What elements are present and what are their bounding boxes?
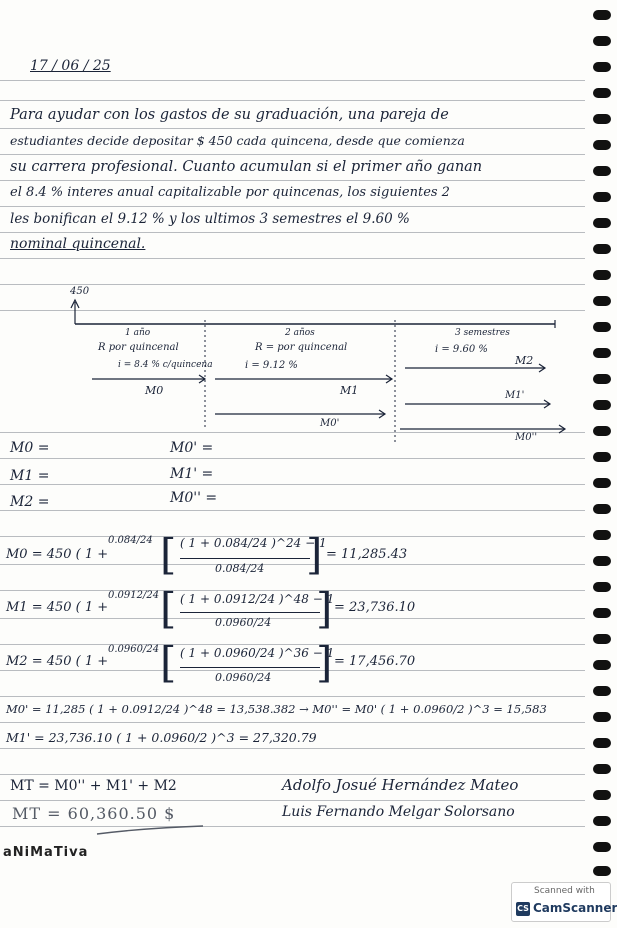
formula-m2-denominator: 0.0960/24: [215, 671, 272, 684]
problem-line: su carrera profesional. Cuanto acumulan si el primer año ganan: [10, 159, 483, 175]
spiral-binding: [589, 0, 615, 880]
camscanner-logo-icon: CS: [516, 902, 530, 916]
formula-m0-bracket-right: ]: [306, 530, 323, 579]
author-name-2: Luis Fernando Melgar Solorsano: [282, 804, 515, 820]
problem-line: nominal quincenal.: [10, 236, 146, 252]
formula-m2: [0, 640, 585, 700]
formula-m0-numerator: ( 1 + 0.084/24 )^24 − 1: [180, 536, 327, 550]
formula-m0-prime: M0' = 11,285 ( 1 + 0.0912/24 )^48 = 13,538.382 → M0'' = M0' ( 1 + 0.0960/2 )^3 = 15,583: [6, 702, 547, 716]
formula-m2-bracket-right: ]: [316, 638, 333, 687]
formula-m1-result: = 23,736.10: [334, 600, 416, 615]
scanner-badge: [511, 882, 617, 922]
formula-m1-denominator: 0.0960/24: [215, 616, 272, 629]
label-m0-double-prime: M0'': [515, 432, 538, 443]
segment2-interest: i = 9.12 %: [245, 360, 298, 371]
timeline-diagram: [0, 284, 585, 454]
def-m0-double-prime: M0'' =: [170, 490, 218, 506]
segment2-rate-label: R = por quincenal: [255, 342, 348, 353]
formula-m0-bracket-left: [: [160, 530, 177, 579]
fraction-bar: [180, 558, 310, 559]
formula-m0-result: = 11,285.43: [326, 547, 408, 562]
problem-line: el 8.4 % interes anual capitalizable por quincenas, los siguientes 2: [10, 185, 450, 200]
formula-m0-rate: 0.084/24: [108, 535, 153, 546]
formula-m1-bracket-left: [: [160, 584, 177, 633]
fraction-bar: [180, 612, 320, 613]
formula-m2-lhs: M2 = 450 ( 1 +: [6, 654, 109, 669]
label-m0: M0: [145, 384, 164, 397]
formula-m1-lhs: M1 = 450 ( 1 +: [6, 600, 109, 615]
scanner-name: CamScanner: [533, 901, 617, 915]
problem-line: les bonifican el 9.12 % y los ultimos 3 semestres el 9.60 %: [10, 211, 410, 227]
segment1-interest: i = 8.4 % c/quincena: [118, 360, 213, 370]
formula-m1-rate: 0.0912/24: [108, 590, 160, 601]
formula-m2-bracket-left: [: [160, 638, 177, 687]
problem-line: estudiantes decide depositar $ 450 cada quincena, desde que comienza: [10, 133, 465, 148]
formula-m1: [0, 586, 585, 646]
def-m2: M2 =: [10, 494, 50, 510]
fraction-bar: [180, 667, 320, 668]
label-m1-prime: M1': [505, 390, 525, 401]
formula-m1-numerator: ( 1 + 0.0912/24 )^48 − 1: [180, 592, 335, 606]
def-m0: M0 =: [10, 440, 50, 456]
formula-m2-numerator: ( 1 + 0.0960/24 )^36 − 1: [180, 646, 335, 660]
def-m1-prime: M1' =: [170, 466, 214, 482]
segment3-title: 3 semestres: [455, 328, 510, 338]
formula-m1-bracket-right: ]: [316, 584, 333, 633]
total-value: MT = 60,360.50 $: [12, 804, 176, 823]
formula-m0: [0, 530, 585, 590]
date: 17 / 06 / 25: [30, 58, 111, 74]
scanner-caption: Scanned with: [534, 886, 595, 896]
notebook-brand-logo: aNiMaTiva: [3, 845, 89, 860]
def-m0-prime: M0' =: [170, 440, 214, 456]
label-m1: M1: [340, 384, 359, 397]
label-m0-prime: M0': [320, 418, 340, 429]
total-underline: [95, 824, 205, 838]
formula-m1-prime: M1' = 23,736.10 ( 1 + 0.0960/2 )^3 = 27,320.79: [6, 730, 317, 745]
author-name-1: Adolfo Josué Hernández Mateo: [282, 776, 519, 794]
total-formula: MT = M0'' + M1' + M2: [10, 778, 177, 794]
formula-m2-result: = 17,456.70: [334, 654, 416, 669]
def-m1: M1 =: [10, 468, 50, 484]
formula-m0-denominator: 0.084/24: [215, 562, 265, 575]
segment3-interest: i = 9.60 %: [435, 344, 488, 355]
deposit-label: 450: [70, 286, 90, 297]
label-m2: M2: [515, 354, 534, 367]
formula-m0-lhs: M0 = 450 ( 1 +: [6, 547, 109, 562]
segment1-rate-label: R por quincenal: [98, 342, 179, 353]
segment1-title: 1 año: [125, 328, 151, 338]
formula-m2-rate: 0.0960/24: [108, 644, 160, 655]
segment2-title: 2 años: [285, 328, 315, 338]
problem-line: Para ayudar con los gastos de su graduación, una pareja de: [10, 107, 449, 123]
